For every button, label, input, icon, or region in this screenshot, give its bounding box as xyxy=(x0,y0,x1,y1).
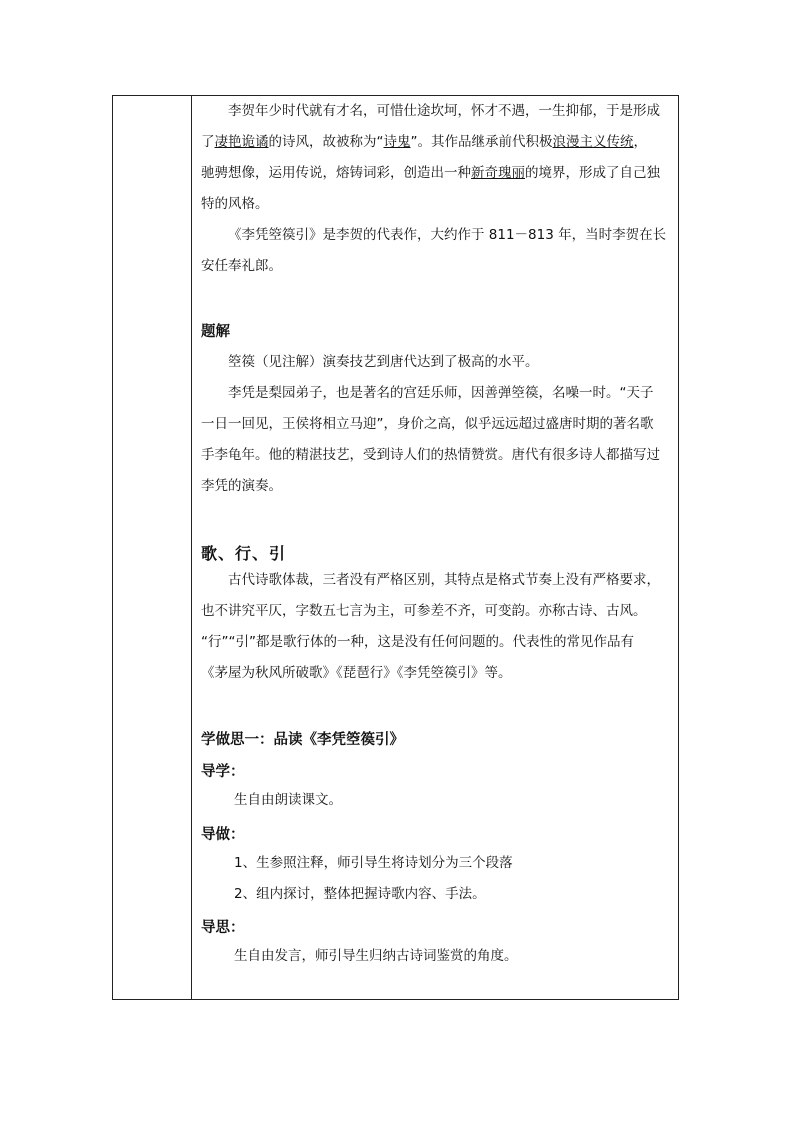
underlined-term: 新奇瑰丽 xyxy=(471,165,525,181)
genre-line-1: 古代诗歌体裁，三者没有严格区别，其特点是格式节奏上没有严格要求， xyxy=(228,572,660,588)
genre-paragraph xyxy=(201,565,673,689)
intro-line-3 xyxy=(201,158,673,189)
daoxue-paragraph xyxy=(201,785,673,816)
intro-line-4: 特的风格。 xyxy=(201,196,269,212)
daozuo-item-2: 2、组内探讨，整体把握诗歌内容、手法。 xyxy=(234,886,486,902)
text-run: 的诗风，故被称为“ xyxy=(268,134,384,150)
daozuo-item-1: 1、生参照注释，师引导生将诗划分为三个段落 xyxy=(234,855,513,871)
tijie-line-2: 李凭是梨园弟子，也是著名的宫廷乐师，因善弹箜篌，名噪一时。“天子 xyxy=(228,385,654,401)
tijie-paragraph xyxy=(201,347,673,502)
tijie-line-4: 手李龟年。他的精湛技艺，受到诗人们的热情赞赏。唐代有很多诗人都描写过 xyxy=(201,447,660,463)
daosi-text: 生自由发言，师引导生归纳古诗词鉴赏的角度。 xyxy=(234,948,518,964)
text-run: ， xyxy=(633,134,647,150)
tijie-line-5: 李凭的演奏。 xyxy=(201,478,282,494)
intro-line-2 xyxy=(201,127,673,158)
daozuo-list xyxy=(201,848,673,910)
underlined-term: 浪漫主义传统 xyxy=(552,134,634,150)
intro-line-1: 李贺年少时代就有才名，可惜仕途坎坷，怀才不遇，一生抑郁，于是形成 xyxy=(228,103,660,119)
text-run: ”。其作品继承前代积极 xyxy=(410,134,553,150)
label-daozuo: 导做： xyxy=(201,826,245,843)
tijie-line-1: 箜篌（见注解）演奏技艺到唐代达到了极高的水平。 xyxy=(228,354,539,370)
section-heading-tijie: 题解 xyxy=(201,323,230,340)
column-divider xyxy=(191,96,192,999)
intro-paragraph xyxy=(201,96,673,282)
text-run: 驰骋想像，运用传说，熔铸词彩，创造出一种 xyxy=(201,165,471,181)
section-heading-genre: 歌、行、引 xyxy=(201,544,287,563)
genre-line-4: 《茅屋为秋风所破歌》《琵琶行》《李凭箜篌引》等。 xyxy=(201,665,512,681)
underlined-term: 凄艳诡谲 xyxy=(214,134,269,150)
label-daosi: 导思： xyxy=(201,919,245,936)
genre-line-2: 也不讲究平仄，字数五七言为主，可参差不齐，可变韵。亦称古诗、古风。 xyxy=(201,603,647,619)
underlined-term: 诗鬼 xyxy=(383,134,411,150)
text-run: 了 xyxy=(201,134,215,150)
lesson-table xyxy=(112,95,679,1000)
daoxue-text: 生自由朗读课文。 xyxy=(234,792,342,808)
tijie-line-3: 一日一回见，王侯将相立马迎”，身价之高，似乎远远超过盛唐时期的著名歌 xyxy=(201,416,654,432)
text-run: 的境界，形成了自己独 xyxy=(525,165,660,181)
daosi-paragraph xyxy=(201,941,673,972)
genre-line-3: “行”“引”都是歌行体的一种，这是没有任何问题的。代表性的常见作品有 xyxy=(201,634,634,650)
label-daoxue: 导学： xyxy=(201,763,245,780)
intro-line-5: 《李凭箜篌引》是李贺的代表作，大约作于 811－813 年，当时李贺在长 xyxy=(228,227,667,243)
intro-line-6: 安任奉礼郎。 xyxy=(201,258,282,274)
section-heading-study: 学做思一：品读《李凭箜篌引》 xyxy=(201,731,404,748)
